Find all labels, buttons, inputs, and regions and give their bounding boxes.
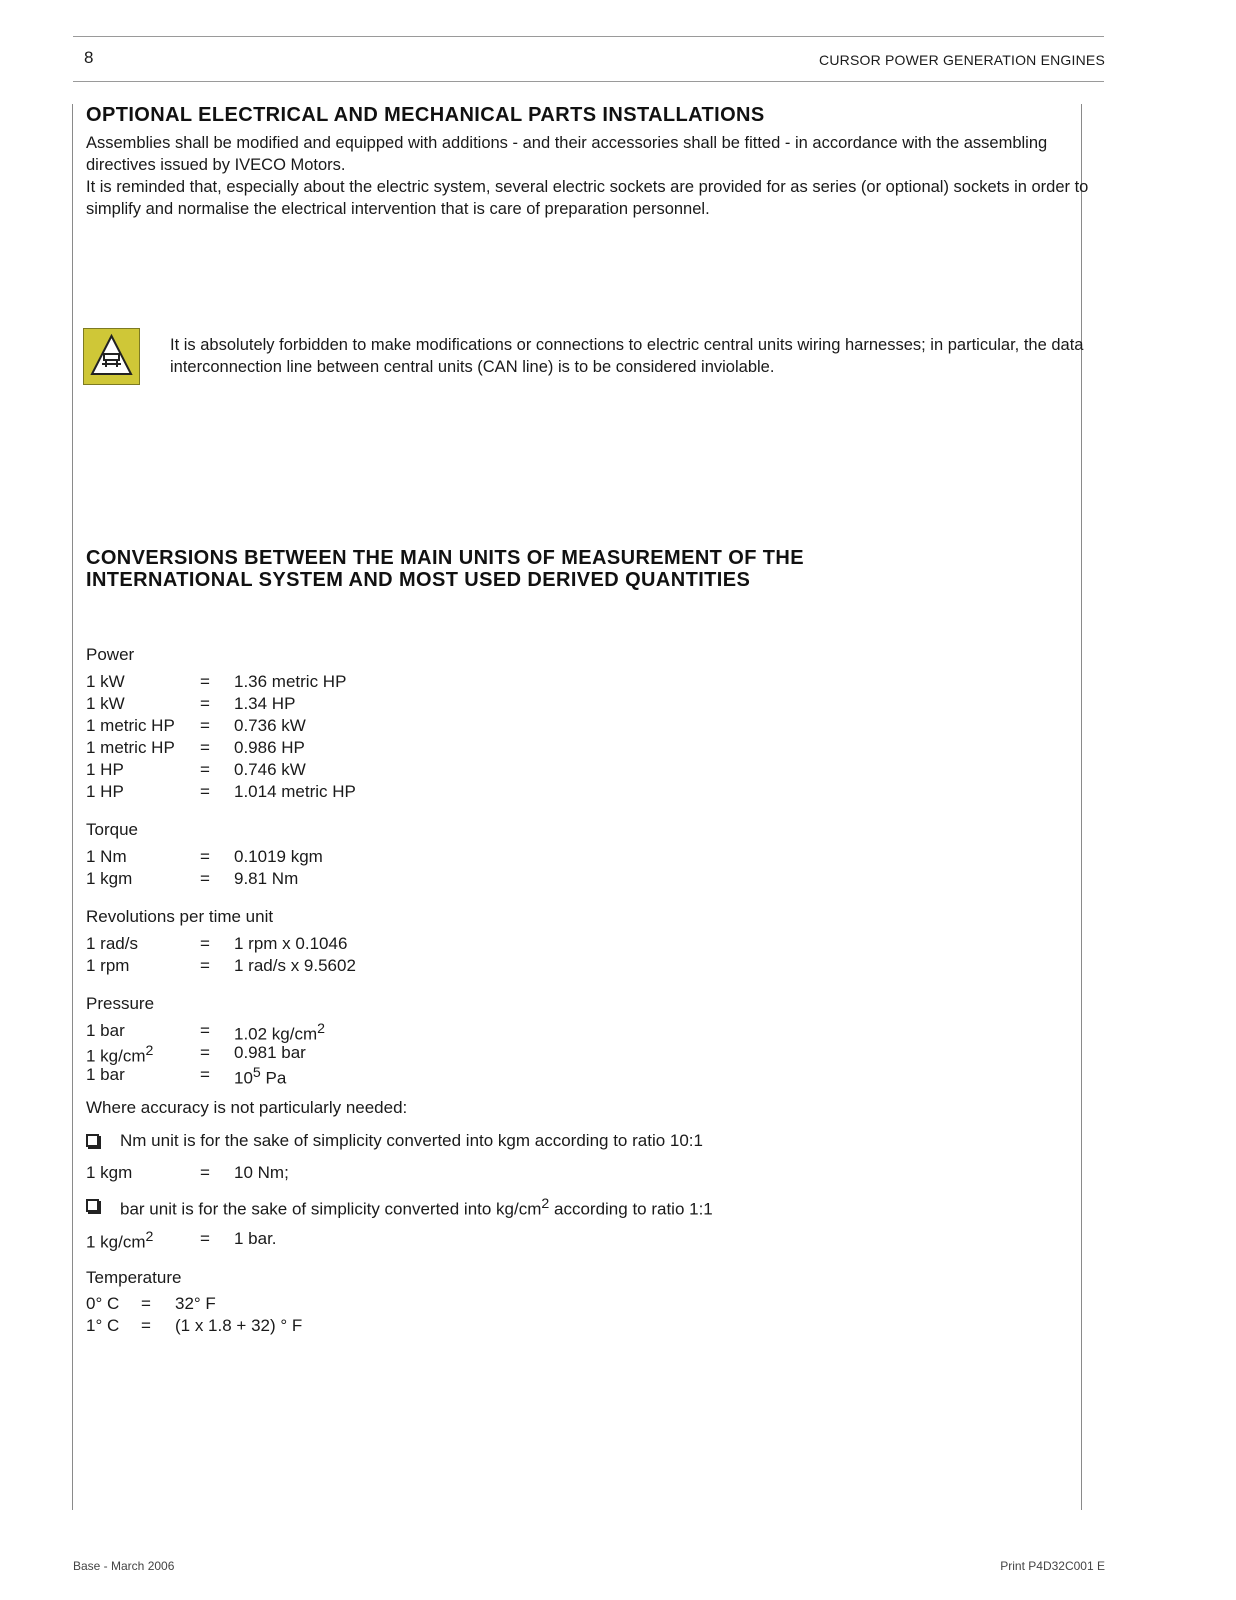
checkbox-bullet-icon — [86, 1199, 99, 1212]
row-eq: = — [200, 1163, 210, 1182]
row-lhs: 1 $kg/cm^2$ — [86, 1229, 154, 1252]
row-lhs: 1 Nm — [86, 847, 127, 866]
row-rhs: 0.986 HP — [234, 738, 305, 757]
section-title-pressure: Pressure — [86, 994, 155, 1013]
row-lhs: 1 kgm — [86, 1163, 133, 1182]
row-lhs: 1 kW — [86, 672, 125, 691]
row-eq: = — [141, 1316, 151, 1335]
row-rhs: 1.36 metric HP — [234, 672, 347, 691]
row-eq: = — [200, 694, 210, 713]
row-rhs: 1.02 $kg/cm^2$ — [234, 1021, 326, 1044]
row-lhs: 1 kgm — [86, 869, 133, 888]
row-lhs: 1 bar — [86, 1065, 125, 1084]
row-eq: = — [200, 1043, 210, 1062]
section-title-temperature: Temperature — [86, 1268, 182, 1287]
row-eq: = — [200, 1021, 210, 1040]
row-rhs: $10^5$ Pa — [234, 1065, 287, 1088]
row-rhs: 1.34 HP — [234, 694, 296, 713]
page-number: 8 — [84, 48, 94, 67]
row-rhs: 1 rad/s x 9.5602 — [234, 956, 356, 975]
section-heading-conversions-line1: CONVERSIONS BETWEEN THE MAIN UNITS OF MEASUREMENT OF THE — [86, 547, 804, 569]
row-eq: = — [200, 672, 210, 691]
footer-edition: Base - March 2006 — [73, 1559, 175, 1573]
row-eq: = — [200, 760, 210, 779]
row-eq: = — [200, 738, 210, 757]
section-title-revolutions: Revolutions per time unit — [86, 907, 274, 926]
left-margin-rule — [72, 104, 73, 1510]
row-eq: = — [200, 956, 210, 975]
row-lhs: 1 rpm — [86, 956, 130, 975]
paragraph-assemblies: Assemblies shall be modified and equipped with additions - and their accessories shall be fitted - in accordance with the assembling directives issued by IVECO Motors. — [86, 134, 1048, 174]
row-lhs: 1 kW — [86, 694, 125, 713]
row-eq: = — [200, 1065, 210, 1084]
warning-harness-icon — [83, 328, 140, 385]
header-title: CURSOR POWER GENERATION ENGINES — [819, 52, 1105, 68]
row-lhs: 1 metric HP — [86, 738, 175, 757]
row-rhs: 32° F — [175, 1294, 216, 1313]
row-rhs: 1.014 metric HP — [234, 782, 356, 801]
row-lhs: 1 metric HP — [86, 716, 175, 735]
row-eq: = — [141, 1294, 151, 1313]
header-bottom-rule — [73, 81, 1104, 82]
section-title-torque: Torque — [86, 820, 138, 839]
row-rhs: 10 Nm; — [234, 1163, 289, 1182]
paragraph-electric-sockets: It is reminded that, especially about the electric system, several electric sockets are provided for as series (or optional) sockets in order to simplify and normalise the electrical intervention that is care of preparation personnel. — [86, 178, 1089, 218]
row-lhs: 1° C — [86, 1316, 120, 1335]
row-rhs: 0.981 bar — [234, 1043, 306, 1062]
row-lhs: 1 bar — [86, 1021, 125, 1040]
row-rhs: 0.736 kW — [234, 716, 306, 735]
row-rhs: 0.746 kW — [234, 760, 306, 779]
section-heading-optional-parts: OPTIONAL ELECTRICAL AND MECHANICAL PARTS INSTALLATIONS — [86, 104, 765, 126]
header-top-rule — [73, 36, 1104, 37]
row-eq: = — [200, 1229, 210, 1248]
row-eq: = — [200, 869, 210, 888]
row-rhs: 0.1019 kgm — [234, 847, 323, 866]
bullet-text: bar unit is for the sake of simplicity converted into $kg/cm^2$ according to ratio 1:1 — [120, 1196, 713, 1219]
row-rhs: (1 x 1.8 + 32) ° F — [175, 1316, 303, 1335]
row-lhs: 0° C — [86, 1294, 120, 1313]
row-eq: = — [200, 782, 210, 801]
footer-print-code: Print P4D32C001 E — [1000, 1559, 1105, 1573]
accuracy-note: Where accuracy is not particularly needed: — [86, 1098, 408, 1117]
row-eq: = — [200, 847, 210, 866]
section-heading-conversions-line2: INTERNATIONAL SYSTEM AND MOST USED DERIVED QUANTITIES — [86, 569, 751, 591]
right-margin-rule — [1081, 104, 1082, 1510]
row-lhs: 1 HP — [86, 782, 124, 801]
row-eq: = — [200, 934, 210, 953]
row-lhs: 1 $kg/cm^2$ — [86, 1043, 154, 1066]
row-rhs: 9.81 Nm — [234, 869, 299, 888]
warning-text: It is absolutely forbidden to make modifications or connections to electric central units wiring harnesses; in particular, the data interconnection line between central units (CAN line) is to be considered inviolable. — [170, 336, 1084, 376]
bullet-text: Nm unit is for the sake of simplicity converted into kgm according to ratio 10:1 — [120, 1131, 703, 1150]
row-eq: = — [200, 716, 210, 735]
section-title-power: Power — [86, 645, 135, 664]
row-lhs: 1 rad/s — [86, 934, 138, 953]
row-rhs: 1 rpm x 0.1046 — [234, 934, 348, 953]
checkbox-bullet-icon — [86, 1134, 99, 1147]
row-rhs: 1 bar. — [234, 1229, 277, 1248]
row-lhs: 1 HP — [86, 760, 124, 779]
